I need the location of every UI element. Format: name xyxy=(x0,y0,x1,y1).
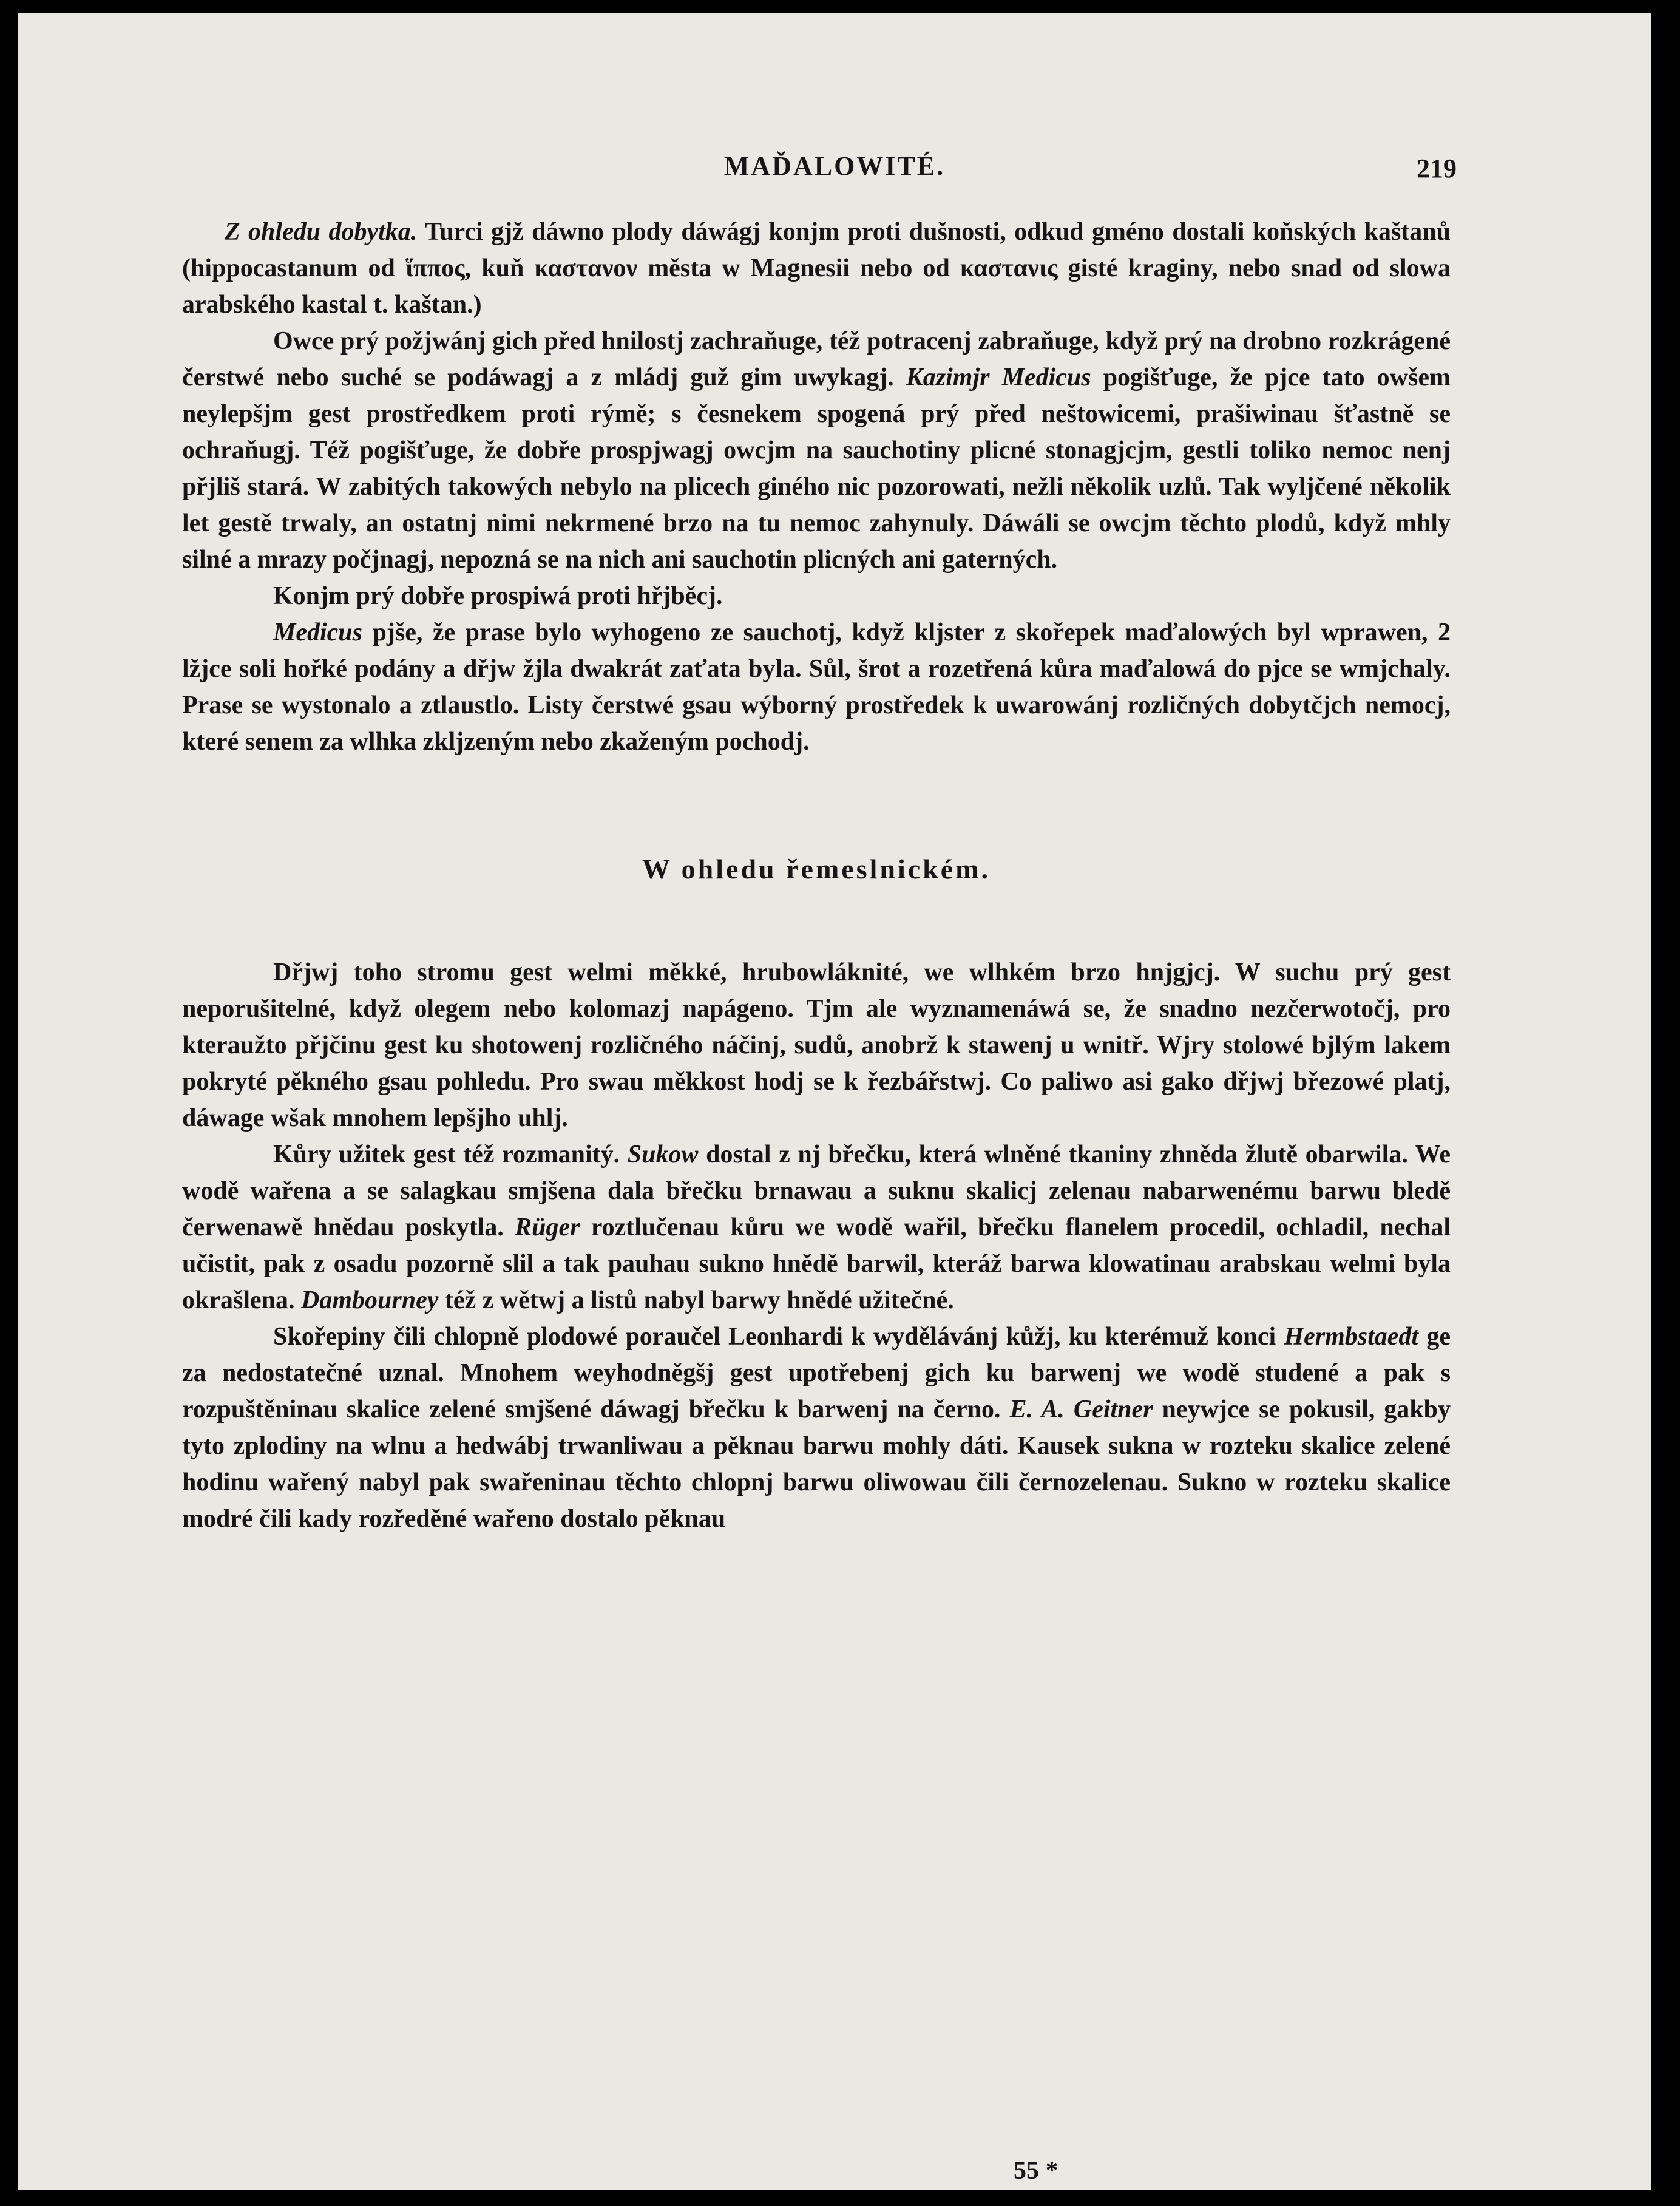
subsection-label: Z ohledu dobytka. xyxy=(225,218,418,246)
paragraph-craft-1 xyxy=(182,954,1451,1136)
paragraph-text: ge za nedostatečné uznal. Mnohem weyhodněgšj gest upotřebenj gich ku barwenj we wodě studené a pak s rozpuštěninau skalice zelené smjšené dáwagj břečku k barwenj na černo. xyxy=(182,1323,1451,1424)
paragraph-livestock-3 xyxy=(182,578,1451,614)
section-title: W ohledu řemeslnickém. xyxy=(642,854,991,884)
book-page xyxy=(18,13,1651,2190)
paragraph-text: Owce prý požjwánj gich před hnilostj zachraňuge, též potracenj zabraňuge, když prý na drobno rozkrágené čerstwé nebo suché se podáwagj a z mládj guž gim uwykagj. xyxy=(182,327,1451,392)
paragraph-text: neywjce se pokusil, gakby tyto zplodiny na wlnu a hedwábj trwanliwau a pěknau barwu mohly dáti. Kausek sukna w rozteku skalice zelené hodinu wařený nabyl pak swařeninau těchto chlopnj barwu oliwowau čili černozelenau. Sukno w rozteku skalice modré čili kady rozředěné wařeno dostalo pěknau xyxy=(182,1396,1451,1533)
paragraph-text: roztlučenau kůru we wodě wařil, břečku flanelem procedil, ochladil, nechal učistit, pak z osadu pozorně slil a tak pauhau sukno hnědě barwil, kteráž barwa klowatinau arabskau welmi byla okrašlena. xyxy=(182,1213,1451,1314)
paragraph-craft-3 xyxy=(182,1319,1451,1537)
paragraph-text: Konjm prý dobře prospiwá proti hřjběcj. xyxy=(273,582,723,610)
page-header xyxy=(18,151,1651,199)
author-name: E. A. Geitner xyxy=(1009,1396,1153,1424)
running-title: MAĎALOWITÉ. xyxy=(723,151,946,181)
author-name: Sukow xyxy=(627,1141,699,1169)
paragraph-text: pjše, že prase bylo wyhogeno ze sauchotj, když kljster z skořepek maďalowých byl wprawen, 2 lžjce soli hořké podány a dřjw žjla dwakrát zaťata byla. Sůl, šrot a rozetřená kůra maďalowá do pjce se wmjchaly. Prase se wystonalo a ztlaustlo. Listy čerstwé gsau wýborný prostředek k uwarowánj rozličných dobytčjch nemocj, které senem za wlhka zkljzeným nebo zkaženým pochodj. xyxy=(182,619,1451,756)
paragraph-text: Dřjwj toho stromu gest welmi měkké, hrubowláknité, we wlhkém brzo hnjgjcj. W suchu prý gest neporušitelné, když olegem nebo kolomazj napágeno. Tjm ale wyznamenáwá se, že snadno nezčerwotočj, pro kteraužto přjčinu gest ku shotowenj rozličného náčinj, sudů, anobrž k stawenj u wnitř. Wjry stolowé bjlým lakem pokryté pěkného gsau pohledu. Pro swau měkkost hodj se k řezbářstwj. Co paliwo asi gako dřjwj březowé platj, dáwage wšak mnohem lepšjho uhlj. xyxy=(182,959,1451,1132)
paragraph-livestock-4 xyxy=(182,614,1451,760)
paragraph-text: Turci gjž dáwno plody dáwágj konjm proti dušnosti, odkud gméno dostali koňských kaštanů (hippocastanum od ἵππος, kuň καστανον města w Magnesii nebo od καστανις gisté kraginy, nebo snad od slowa arabského kastal t. kaštan.) xyxy=(182,218,1451,319)
author-name: Hermbstaedt xyxy=(1284,1323,1419,1351)
author-name: Rüger xyxy=(515,1213,580,1241)
paragraph-text: pogišťuge, že pjce tato owšem neylepšjm gest prostředkem proti rýmě; s česnekem spogená prý před neštowicemi, prašiwinau šťastně se ochraňugj. Též pogišťuge, že dobře prospjwagj owcjm na sauchotiny plicné stonagjcjm, gestli toliko nemoc nenj přjliš stará. W zabitých takowých nebylo na plicech giného nic pozorowati, nežli několik uzlů. Tak wyljčené několik let gestě trwaly, an ostatnj nimi nekrmené brzo na tu nemoc zahynuly. Dáwáli se owcjm těchto plodů, když mhly silné a mrazy počjnagj, nepozná se na nich ani sauchotin plicných ani gaterných. xyxy=(182,364,1451,574)
signature-mark: 55 * xyxy=(1014,2157,1058,2185)
paragraph-livestock-1 xyxy=(182,214,1451,323)
author-name: Kazimjr Medicus xyxy=(906,364,1091,392)
body-text xyxy=(182,214,1451,1537)
paragraph-text: Skořepiny čili chlopně plodowé poraučel Leonhardi k wydělávánj kůžj, ku kterémuž konci xyxy=(273,1323,1276,1351)
paragraph-livestock-2 xyxy=(182,323,1451,578)
page-number: 219 xyxy=(1417,154,1457,183)
paragraph-craft-2 xyxy=(182,1136,1451,1319)
author-name: Medicus xyxy=(273,619,362,647)
author-name: Dambourney xyxy=(301,1286,439,1314)
paragraph-text: též z wětwj a listů nabyl barwy hnědé užitečné. xyxy=(444,1286,954,1314)
paragraph-text: Kůry užitek gest též rozmanitý. xyxy=(273,1141,620,1169)
paragraph-text: dostal z nj břečku, která wlněné tkaniny zhněda žlutě obarwila. We wodě wařena a se salagkau smjšena dala břečku brnawau a suknu skalicj zelenau nabarwenému barwu bledě čerwenawě hnědau poskytla. xyxy=(182,1141,1451,1241)
